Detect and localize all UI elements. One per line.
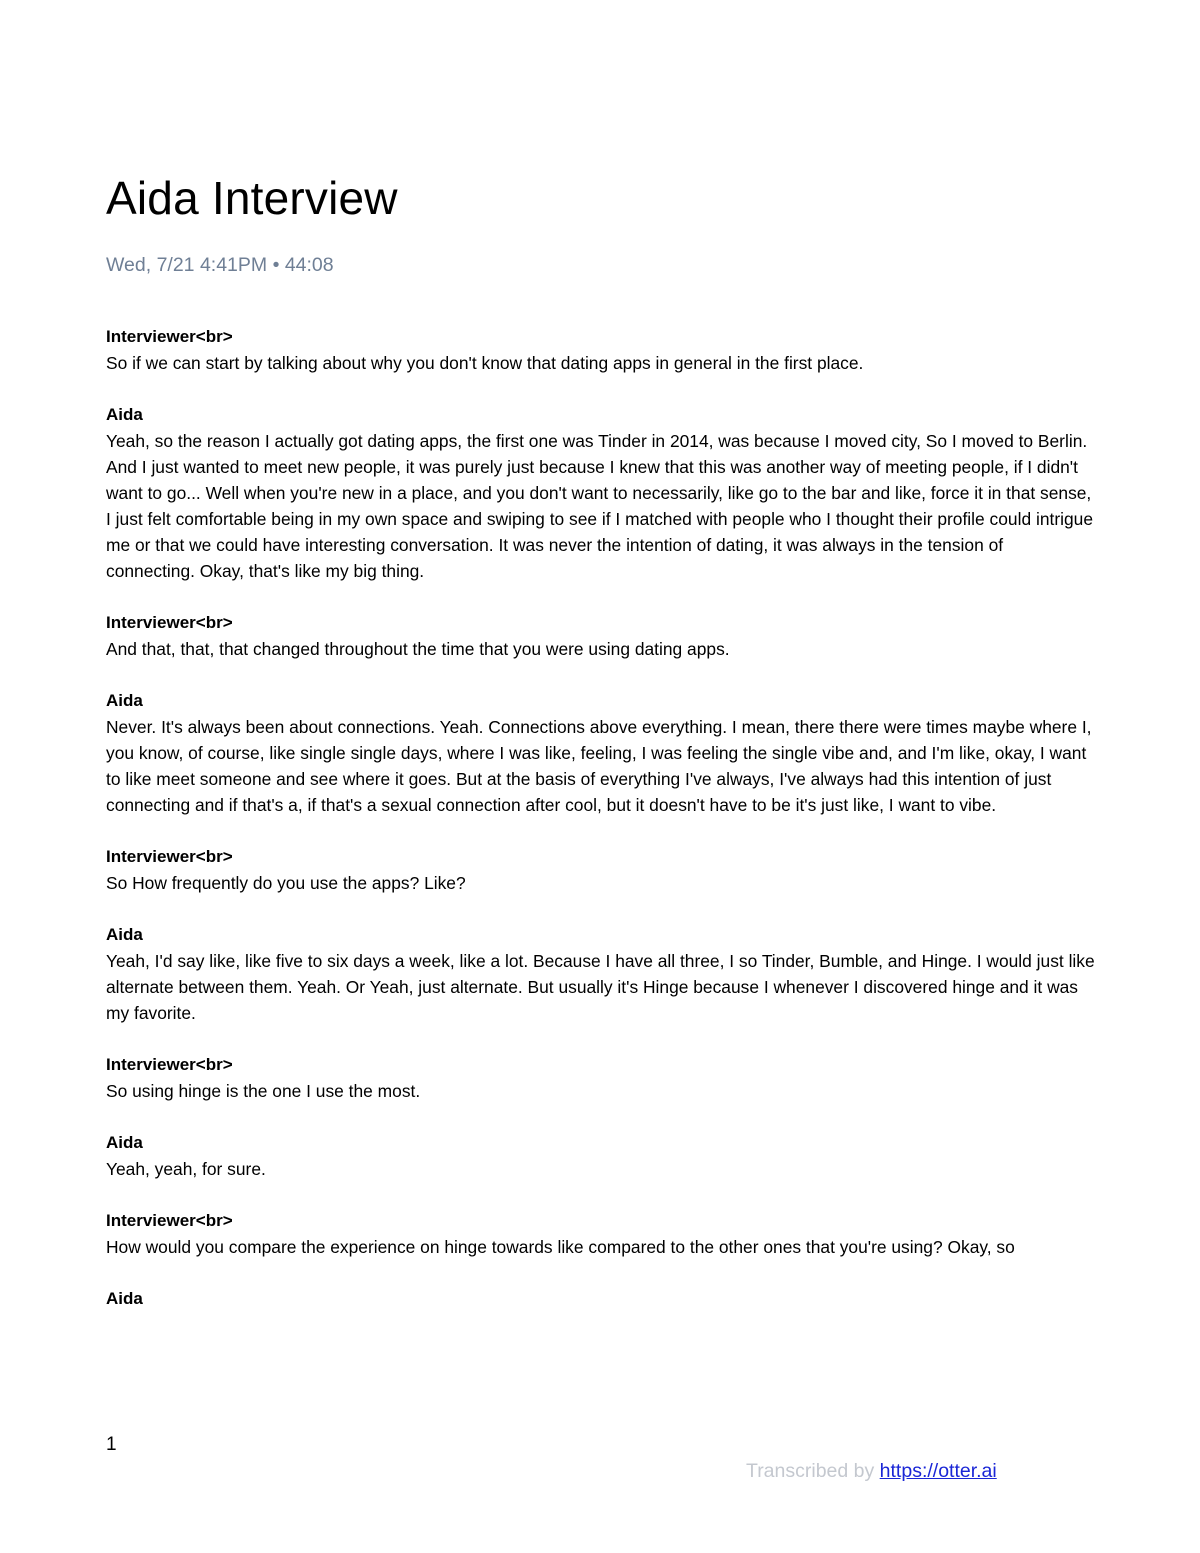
speaker-label: Aida (106, 691, 143, 710)
transcript-entry (106, 844, 1096, 896)
speaker-label: Aida (106, 1133, 143, 1152)
transcript-entry (106, 324, 1096, 376)
transcript-entry (106, 610, 1096, 662)
utterance-text: Yeah, I'd say like, like five to six days a week, like a lot. Because I have all three, I so Tinder, Bumble, and Hinge. I would just like alternate between them. Yeah. Or Yeah, just alternate. But usually it's Hinge because I whenever I discovered hinge and it was my favorite. (106, 951, 1095, 1023)
speaker-label: Interviewer<br> (106, 613, 233, 632)
transcript-entry (106, 1052, 1096, 1104)
otter-link[interactable]: https://otter.ai (879, 1460, 997, 1482)
utterance-text: Yeah, so the reason I actually got dating apps, the first one was Tinder in 2014, was because I moved city, So I moved to Berlin. And I just wanted to meet new people, it was purely just because I knew that this was another way of meeting people, if I didn't want to go... Well when you're new in a place, and you don't want to necessarily, like go to the bar and like, force it in that sense, I just felt comfortable being in my own space and swiping to see if I matched with people who I thought their profile could intrigue me or that we could have interesting conversation. It was never the intention of dating, it was always in the tension of connecting. Okay, that's like my big thing. (106, 431, 1093, 581)
utterance-text: So How frequently do you use the apps? Like? (106, 873, 466, 893)
recording-meta: Wed, 7/21 4:41PM • 44:08 (106, 254, 334, 276)
transcript-entry (106, 402, 1096, 584)
utterance-text: Never. It's always been about connections. Yeah. Connections above everything. I mean, there there were times maybe where I, you know, of course, like single single days, where I was like, feeling, I was feeling the single vibe and, and I'm like, okay, I want to like meet someone and see where it goes. But at the basis of everything I've always, I've always had this intention of just connecting and if that's a, if that's a sexual connection after cool, but it doesn't have to be it's just like, I want to vibe. (106, 717, 1092, 815)
speaker-label: Interviewer<br> (106, 327, 233, 346)
transcript-entry (106, 688, 1096, 818)
page-number: 1 (106, 1434, 117, 1455)
utterance-text: So if we can start by talking about why you don't know that dating apps in general in the first place. (106, 353, 864, 373)
credit-text: Transcribed by (746, 1460, 880, 1482)
speaker-label: Aida (106, 405, 143, 424)
utterance-text: Yeah, yeah, for sure. (106, 1159, 266, 1179)
speaker-label: Interviewer<br> (106, 1211, 233, 1230)
transcription-credit (746, 1458, 997, 1484)
utterance-text: And that, that, that changed throughout the time that you were using dating apps. (106, 639, 730, 659)
transcript (106, 324, 1096, 1338)
transcript-entry (106, 922, 1096, 1026)
transcript-entry (106, 1286, 1096, 1312)
speaker-label: Interviewer<br> (106, 847, 233, 866)
speaker-label: Interviewer<br> (106, 1055, 233, 1074)
utterance-text: So using hinge is the one I use the most. (106, 1081, 421, 1101)
speaker-label: Aida (106, 1289, 143, 1308)
speaker-label: Aida (106, 925, 143, 944)
utterance-text: How would you compare the experience on hinge towards like compared to the other ones that you're using? Okay, so (106, 1237, 1015, 1257)
document-title: Aida Interview (106, 172, 398, 224)
transcript-entry (106, 1130, 1096, 1182)
transcript-entry (106, 1208, 1096, 1260)
